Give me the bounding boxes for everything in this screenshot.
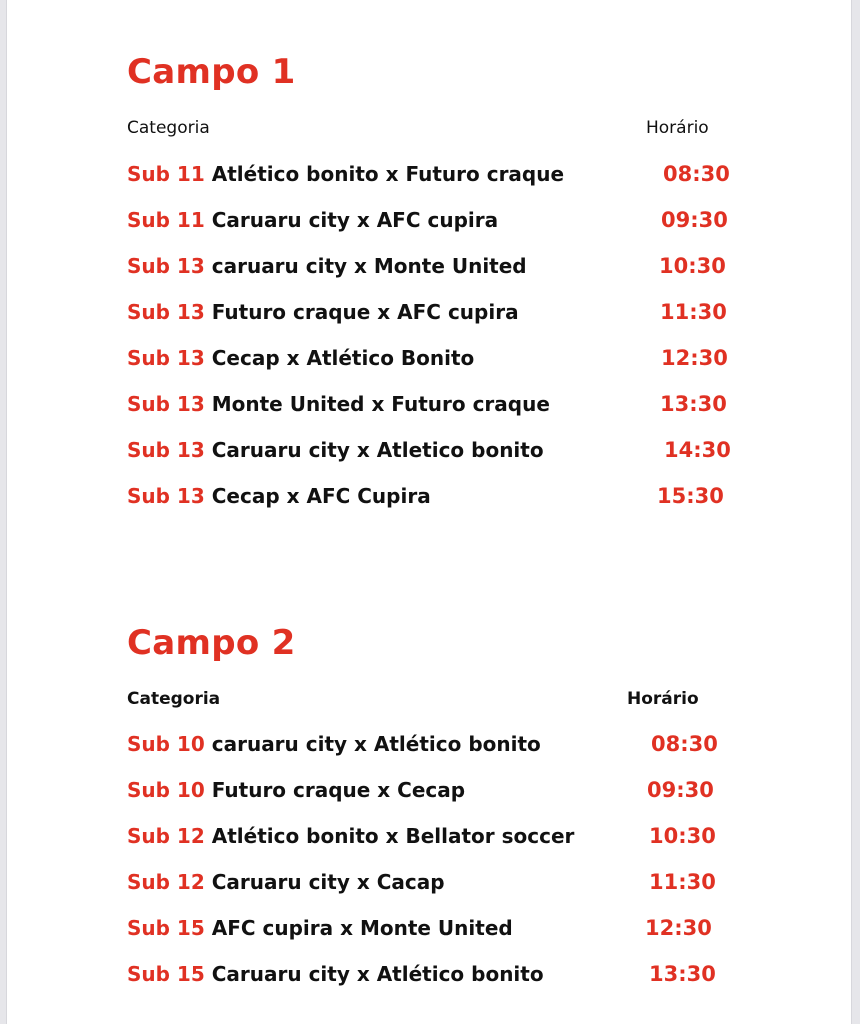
category-label: Sub 13 (127, 300, 205, 324)
campo1-header-time: Horário (646, 118, 709, 138)
match-label: caruaru city x Monte United (211, 254, 527, 278)
campo2-row (127, 914, 712, 942)
campo2-row (127, 822, 716, 850)
campo1-row (127, 252, 726, 280)
category-label: Sub 12 (127, 824, 205, 848)
category-label: Sub 11 (127, 208, 205, 232)
campo1-row (127, 390, 727, 418)
category-label: Sub 12 (127, 870, 205, 894)
category-label: Sub 11 (127, 162, 205, 186)
campo1-row (127, 482, 724, 510)
campo1-title: Campo 1 (127, 52, 296, 92)
category-label: Sub 13 (127, 484, 205, 508)
category-label: Sub 15 (127, 916, 205, 940)
category-label: Sub 10 (127, 732, 205, 756)
time-label: 14:30 (664, 438, 731, 462)
time-label: 12:30 (661, 346, 728, 370)
campo1-row (127, 206, 728, 234)
campo2-row (127, 776, 714, 804)
category-label: Sub 15 (127, 962, 205, 986)
time-label: 09:30 (647, 778, 714, 802)
category-label: Sub 10 (127, 778, 205, 802)
match-label: Atlético bonito x Futuro craque (211, 162, 565, 186)
match-label: Futuro craque x Cecap (211, 778, 466, 802)
category-label: Sub 13 (127, 254, 205, 278)
match-label: caruaru city x Atlético bonito (211, 732, 541, 756)
match-label: Cecap x AFC Cupira (211, 484, 431, 508)
match-label: Futuro craque x AFC cupira (211, 300, 519, 324)
campo2-header-category: Categoria (127, 689, 221, 709)
campo1-row (127, 344, 728, 372)
time-label: 08:30 (663, 162, 730, 186)
category-label: Sub 13 (127, 346, 205, 370)
campo1-row (127, 298, 727, 326)
schedule-page (6, 0, 852, 1024)
campo2-row (127, 730, 718, 758)
match-label: Caruaru city x Atlético bonito (211, 962, 544, 986)
time-label: 10:30 (659, 254, 726, 278)
time-label: 12:30 (645, 916, 712, 940)
campo1-header-category: Categoria (127, 118, 210, 138)
category-label: Sub 13 (127, 392, 205, 416)
match-label: Caruaru city x Atletico bonito (211, 438, 544, 462)
match-label: Atlético bonito x Bellator soccer (211, 824, 575, 848)
time-label: 13:30 (649, 962, 716, 986)
category-label: Sub 13 (127, 438, 205, 462)
match-label: Caruaru city x AFC cupira (211, 208, 499, 232)
match-label: AFC cupira x Monte United (211, 916, 513, 940)
time-label: 10:30 (649, 824, 716, 848)
time-label: 11:30 (660, 300, 727, 324)
time-label: 13:30 (660, 392, 727, 416)
match-label: Monte United x Futuro craque (211, 392, 550, 416)
campo1-row (127, 436, 731, 464)
campo1-row (127, 160, 730, 188)
campo2-row (127, 868, 716, 896)
time-label: 08:30 (651, 732, 718, 756)
time-label: 15:30 (657, 484, 724, 508)
match-label: Caruaru city x Cacap (211, 870, 445, 894)
campo2-title: Campo 2 (127, 623, 296, 663)
campo2-header-time: Horário (627, 689, 699, 709)
match-label: Cecap x Atlético Bonito (211, 346, 475, 370)
campo2-row (127, 960, 716, 988)
time-label: 09:30 (661, 208, 728, 232)
time-label: 11:30 (649, 870, 716, 894)
